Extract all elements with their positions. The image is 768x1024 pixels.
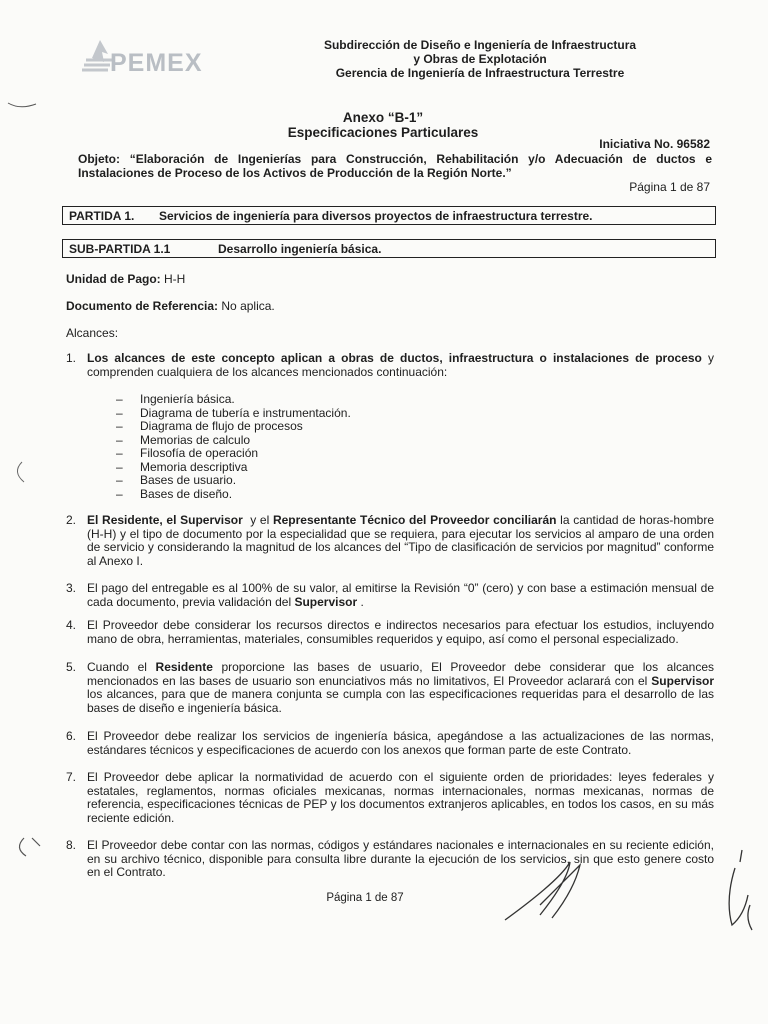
pemex-logo-text: PEMEX [110, 49, 203, 77]
bullet-item: Memoria descriptiva [140, 459, 248, 474]
documento-referencia: Documento de Referencia: No aplica. [66, 299, 275, 313]
subpartida-label: SUB-PARTIDA 1.1 [69, 242, 171, 256]
objeto-text: Objeto: “Elaboración de Ingenierías para Construcción, Rehabilitación y/o Adecuación de ductos e Instalaciones de Proceso de los Activos de Producción de la Región Norte.” [78, 152, 712, 180]
header-line-3: Gerencia de Ingeniería de Infraestructura Terrestre [335, 66, 625, 80]
anexo-title: Anexo “B-1” [342, 110, 424, 125]
subpartida-text: Desarrollo ingeniería básica. [218, 242, 382, 256]
bullet-list: – Ingeniería básica. – Diagrama de tubería e instrumentación. – Diagrama de flujo de procesos – Memorias de calculo – Filosofía de operación – Memoria descriptiva – Bases de usuario. – Bases de diseño. [116, 392, 351, 501]
header-line-2: y Obras de Explotación [413, 52, 547, 66]
bullet-item: Bases de usuario. [140, 473, 237, 487]
bullet-item: Diagrama de flujo de procesos [140, 419, 303, 433]
especificaciones-title: Especificaciones Particulares [287, 125, 479, 140]
page-number-footer: Página 1 de 87 [326, 892, 404, 904]
bullet-item: Diagrama de tubería e instrumentación. [140, 405, 351, 420]
bullet-item: Bases de diseño. [140, 486, 233, 501]
bullet-item: Ingeniería básica. [140, 392, 235, 406]
bullet-item: Memorias de calculo [140, 432, 251, 447]
partida-label: PARTIDA 1. [69, 209, 135, 223]
bullet-item: Filosofía de operación [140, 446, 259, 460]
iniciativa-number: Iniciativa No. 96582 [599, 137, 710, 151]
header-line-1: Subdirección de Diseño e Ingeniería de Infraestructura [323, 38, 637, 52]
alcances-label: Alcances: [66, 326, 119, 340]
unidad-pago: Unidad de Pago: H-H [66, 272, 186, 286]
page-number-top: Página 1 de 87 [629, 180, 710, 194]
partida-text: Servicios de ingeniería para diversos proyectos de infraestructura terrestre. [159, 209, 593, 223]
